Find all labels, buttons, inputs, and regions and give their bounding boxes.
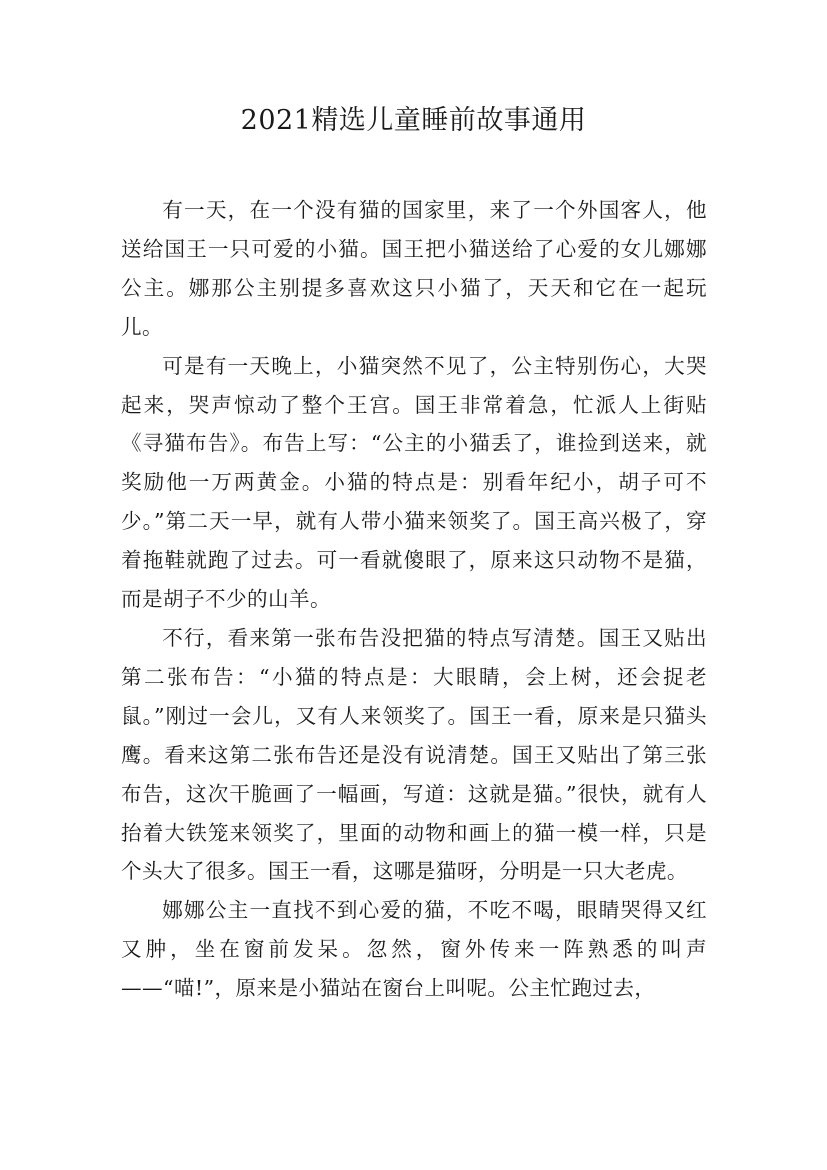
paragraph-3: 不行，看来第一张布告没把猫的特点写清楚。国王又贴出第二张布告：“小猫的特点是：大眼睛，会上树，还会捉老鼠。”刚过一会儿，又有人来领奖了。国王一看，原来是只猫头鹰。看来这第二张布告还是没有说清楚。国王又贴出了第三张布告，这次干脆画了一幅画，写道：这就是猫。”很快，就有人抬着大铁笼来领奖了，里面的动物和画上的猫一模一样，只是个头大了很多。国王一看，这哪是猫呀，分明是一只大老虎。 xyxy=(121,625,707,884)
document-body xyxy=(121,191,707,1008)
document-title: 2021精选儿童睡前故事通用 xyxy=(240,105,587,136)
paragraph-2: 可是有一天晚上，小猫突然不见了，公主特别伤心，大哭起来，哭声惊动了整个王宫。国王非常着急，忙派人上街贴《寻猫布告》。布告上写：“公主的小猫丢了，谁捡到送来，就奖励他一万两黄金。小猫的特点是：别看年纪小，胡子可不少。”第二天一早，就有人带小猫来领奖了。国王高兴极了，穿着拖鞋就跑了过去。可一看就傻眼了，原来这只动物不是猫，而是胡子不少的山羊。 xyxy=(121,353,707,612)
paragraph-1: 有一天，在一个没有猫的国家里，来了一个外国客人，他送给国王一只可爱的小猫。国王把小猫送给了心爱的女儿娜娜公主。娜那公主别提多喜欢这只小猫了，天天和它在一起玩儿。 xyxy=(121,198,707,339)
paragraph-4: 娜娜公主一直找不到心爱的猫，不吃不喝，眼睛哭得又红又肿，坐在窗前发呆。忽然，窗外传来一阵熟悉的叫声——“喵!”，原来是小猫站在窗台上叫呢。公主忙跑过去， xyxy=(121,898,707,1001)
